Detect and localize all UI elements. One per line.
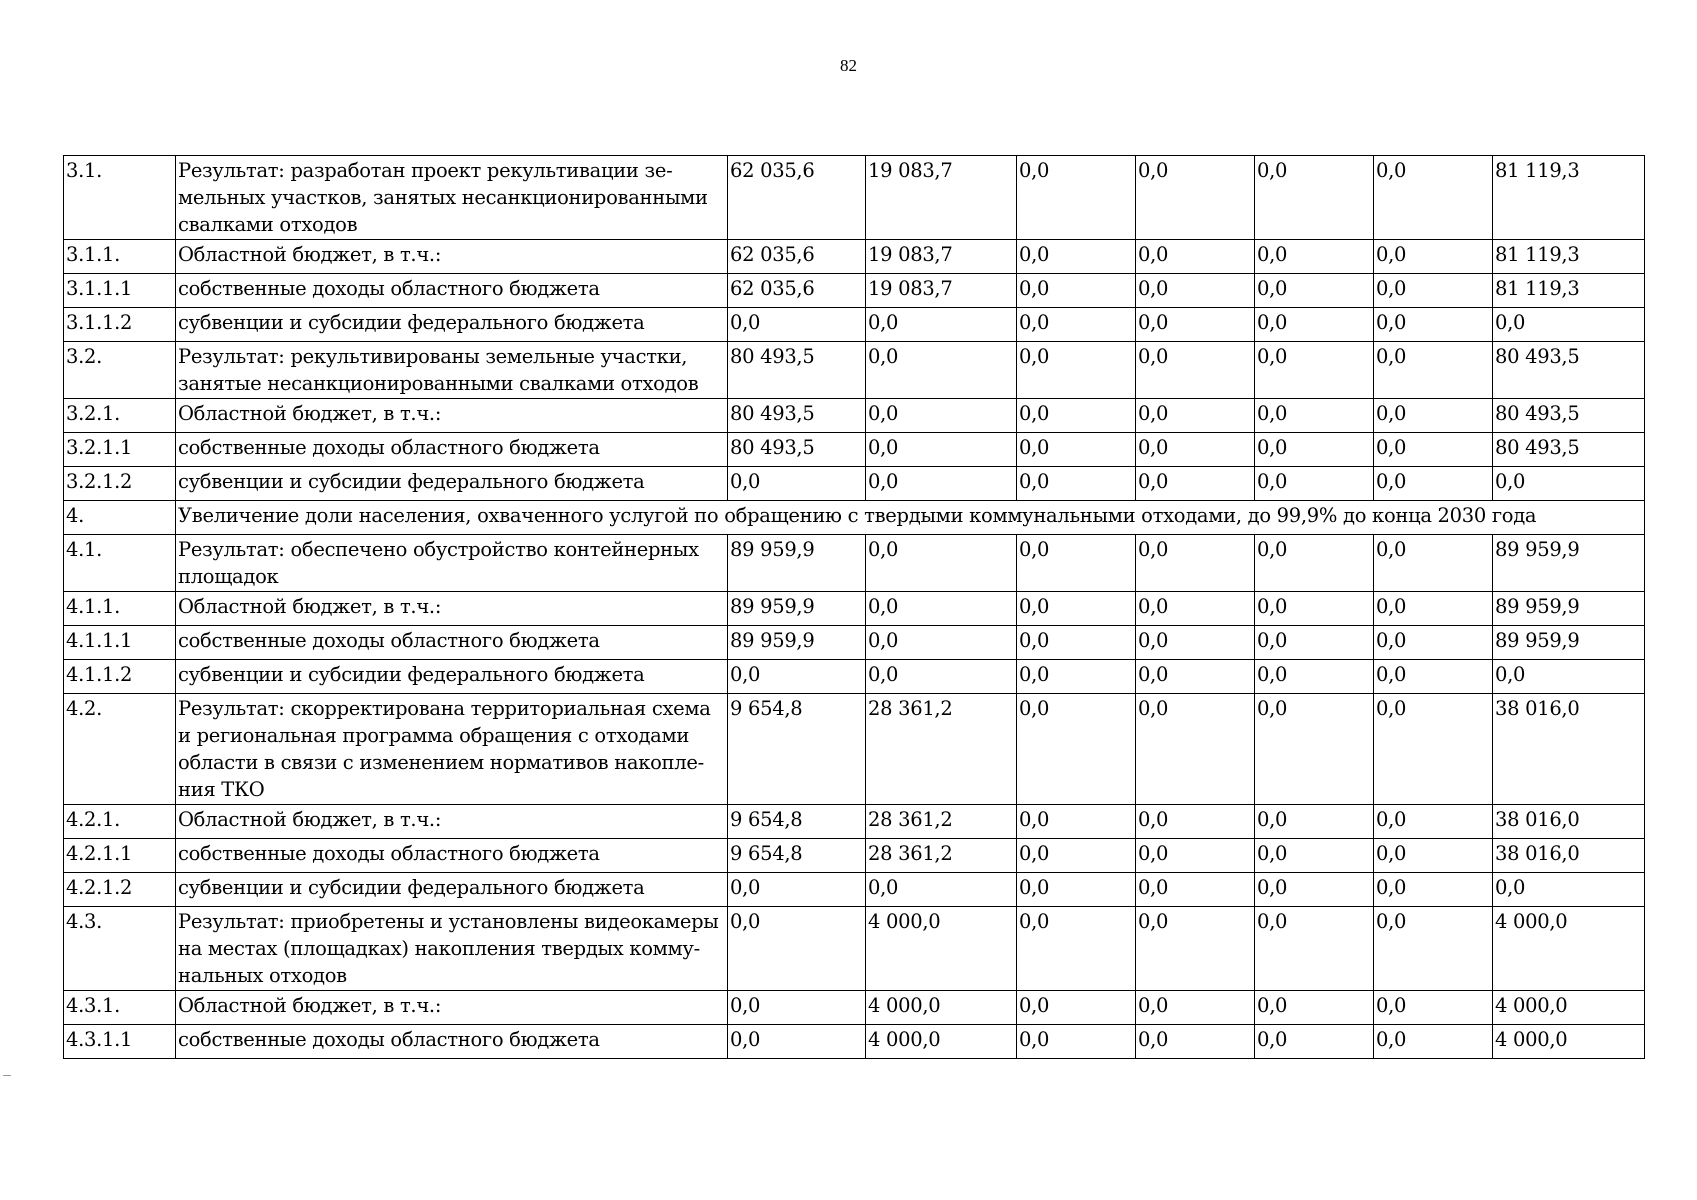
table-row <box>64 592 1645 626</box>
row-value: 0,0 <box>1017 156 1136 240</box>
row-value: 0,0 <box>1136 907 1255 991</box>
row-value: 0,0 <box>728 308 866 342</box>
row-value: 0,0 <box>1136 873 1255 907</box>
row-total: 38 016,0 <box>1493 805 1645 839</box>
row-value: 9 654,8 <box>728 694 866 805</box>
row-total: 81 119,3 <box>1493 156 1645 240</box>
row-value: 0,0 <box>1017 626 1136 660</box>
row-value: 0,0 <box>728 660 866 694</box>
row-code: 3.1. <box>64 156 176 240</box>
row-value: 0,0 <box>1017 839 1136 873</box>
table-row <box>64 342 1645 399</box>
row-value: 0,0 <box>1136 839 1255 873</box>
row-value: 0,0 <box>1255 156 1374 240</box>
row-value: 0,0 <box>1374 535 1493 592</box>
row-value: 0,0 <box>1255 694 1374 805</box>
row-code: 4.1. <box>64 535 176 592</box>
row-value: 0,0 <box>1136 991 1255 1025</box>
row-value: 0,0 <box>1017 240 1136 274</box>
row-value: 89 959,9 <box>728 535 866 592</box>
row-value: 0,0 <box>1136 535 1255 592</box>
row-total: 81 119,3 <box>1493 240 1645 274</box>
row-total: 80 493,5 <box>1493 342 1645 399</box>
row-value: 0,0 <box>1374 873 1493 907</box>
row-total: 89 959,9 <box>1493 535 1645 592</box>
row-value: 0,0 <box>1374 308 1493 342</box>
row-value: 0,0 <box>1017 660 1136 694</box>
row-total: 0,0 <box>1493 467 1645 501</box>
row-value: 0,0 <box>1374 991 1493 1025</box>
row-value: 0,0 <box>1017 274 1136 308</box>
row-value: 0,0 <box>1017 433 1136 467</box>
page-number: 82 <box>840 56 857 75</box>
row-name: Результат: рекультивированы земельные участки, занятые несанкционированными свалками отходов <box>176 342 728 399</box>
row-name: субвенции и субсидии федерального бюджета <box>176 467 728 501</box>
row-value: 0,0 <box>728 1025 866 1059</box>
row-value: 0,0 <box>1374 467 1493 501</box>
row-value: 0,0 <box>1374 342 1493 399</box>
row-value: 0,0 <box>1374 274 1493 308</box>
row-code: 3.2.1. <box>64 399 176 433</box>
row-value: 0,0 <box>1017 342 1136 399</box>
row-value: 0,0 <box>1255 399 1374 433</box>
row-code: 3.1.1.1 <box>64 274 176 308</box>
table-row <box>64 501 1645 535</box>
row-value: 0,0 <box>866 873 1017 907</box>
row-value: 0,0 <box>1136 1025 1255 1059</box>
row-code: 4.1.1.1 <box>64 626 176 660</box>
row-total: 38 016,0 <box>1493 694 1645 805</box>
row-value: 0,0 <box>728 873 866 907</box>
row-value: 0,0 <box>1017 805 1136 839</box>
row-value: 0,0 <box>1017 907 1136 991</box>
row-name: Областной бюджет, в т.ч.: <box>176 592 728 626</box>
row-code: 4.2. <box>64 694 176 805</box>
row-value: 0,0 <box>1017 308 1136 342</box>
row-value: 62 035,6 <box>728 156 866 240</box>
row-code: 4.2.1.2 <box>64 873 176 907</box>
row-code: 4.3. <box>64 907 176 991</box>
row-value: 28 361,2 <box>866 839 1017 873</box>
row-name: собственные доходы областного бюджета <box>176 839 728 873</box>
row-value: 0,0 <box>1255 907 1374 991</box>
row-name: Областной бюджет, в т.ч.: <box>176 805 728 839</box>
row-value: 0,0 <box>866 399 1017 433</box>
row-total: 0,0 <box>1493 660 1645 694</box>
row-value: 0,0 <box>1136 156 1255 240</box>
row-total: 4 000,0 <box>1493 907 1645 991</box>
row-value: 62 035,6 <box>728 240 866 274</box>
row-value: 0,0 <box>1374 626 1493 660</box>
row-value: 62 035,6 <box>728 274 866 308</box>
row-value: 0,0 <box>1136 805 1255 839</box>
row-value: 89 959,9 <box>728 592 866 626</box>
row-value: 0,0 <box>1255 839 1374 873</box>
row-value: 4 000,0 <box>866 1025 1017 1059</box>
row-value: 4 000,0 <box>866 907 1017 991</box>
row-total: 0,0 <box>1493 308 1645 342</box>
table-row <box>64 399 1645 433</box>
row-name: Результат: приобретены и установлены видеокамеры на местах (площадках) накопления твердых комму-нальных отходов <box>176 907 728 991</box>
row-value: 0,0 <box>1255 535 1374 592</box>
row-value: 9 654,8 <box>728 839 866 873</box>
row-code: 3.1.1.2 <box>64 308 176 342</box>
row-value: 0,0 <box>1255 467 1374 501</box>
table-row <box>64 156 1645 240</box>
row-code: 4.3.1. <box>64 991 176 1025</box>
row-value: 4 000,0 <box>866 991 1017 1025</box>
row-value: 0,0 <box>1017 467 1136 501</box>
table-row <box>64 805 1645 839</box>
row-value: 0,0 <box>1255 433 1374 467</box>
row-value: 0,0 <box>1255 873 1374 907</box>
table-row <box>64 274 1645 308</box>
table-row <box>64 467 1645 501</box>
row-name: Результат: скорректирована территориальная схема и региональная программа обращения с отходами области в связи с изменением нормативов накопле-ния ТКО <box>176 694 728 805</box>
row-value: 0,0 <box>866 308 1017 342</box>
row-value: 0,0 <box>728 991 866 1025</box>
row-name: собственные доходы областного бюджета <box>176 433 728 467</box>
row-value: 0,0 <box>1374 592 1493 626</box>
row-code: 4. <box>64 501 176 535</box>
row-name: субвенции и субсидии федерального бюджета <box>176 308 728 342</box>
row-value: 0,0 <box>1136 399 1255 433</box>
row-value: 89 959,9 <box>728 626 866 660</box>
row-value: 0,0 <box>1255 991 1374 1025</box>
row-code: 3.2.1.2 <box>64 467 176 501</box>
row-value: 0,0 <box>1017 1025 1136 1059</box>
row-value: 80 493,5 <box>728 433 866 467</box>
row-value: 0,0 <box>1374 240 1493 274</box>
row-total: 80 493,5 <box>1493 433 1645 467</box>
row-total: 80 493,5 <box>1493 399 1645 433</box>
row-name: Результат: обеспечено обустройство контейнерных площадок <box>176 535 728 592</box>
row-value: 19 083,7 <box>866 274 1017 308</box>
table-row <box>64 839 1645 873</box>
row-value: 0,0 <box>1374 433 1493 467</box>
row-total: 89 959,9 <box>1493 592 1645 626</box>
row-value: 0,0 <box>728 467 866 501</box>
row-value: 0,0 <box>866 342 1017 399</box>
row-value: 0,0 <box>1136 274 1255 308</box>
row-value: 0,0 <box>1136 342 1255 399</box>
table-row <box>64 907 1645 991</box>
row-total: 38 016,0 <box>1493 839 1645 873</box>
table-body <box>64 156 1645 1059</box>
row-value: 0,0 <box>866 660 1017 694</box>
row-value: 0,0 <box>866 535 1017 592</box>
row-code: 4.2.1.1 <box>64 839 176 873</box>
budget-table <box>63 155 1645 1059</box>
row-value: 0,0 <box>1255 592 1374 626</box>
row-value: 0,0 <box>1374 1025 1493 1059</box>
row-name: субвенции и субсидии федерального бюджета <box>176 873 728 907</box>
row-value: 0,0 <box>1136 308 1255 342</box>
row-value: 0,0 <box>1136 433 1255 467</box>
row-value: 28 361,2 <box>866 805 1017 839</box>
row-code: 4.1.1.2 <box>64 660 176 694</box>
row-value: 0,0 <box>1255 274 1374 308</box>
table-row <box>64 535 1645 592</box>
row-name: Результат: разработан проект рекультивации зе-мельных участков, занятых несанкционированными свалками отходов <box>176 156 728 240</box>
table-row <box>64 694 1645 805</box>
row-value: 0,0 <box>866 592 1017 626</box>
table-row <box>64 873 1645 907</box>
table-row <box>64 991 1645 1025</box>
row-total: 81 119,3 <box>1493 274 1645 308</box>
table-row <box>64 240 1645 274</box>
row-value: 28 361,2 <box>866 694 1017 805</box>
row-value: 0,0 <box>1136 467 1255 501</box>
row-value: 0,0 <box>1136 660 1255 694</box>
row-value: 0,0 <box>1255 805 1374 839</box>
row-code: 3.1.1. <box>64 240 176 274</box>
row-name: субвенции и субсидии федерального бюджета <box>176 660 728 694</box>
row-total: 4 000,0 <box>1493 1025 1645 1059</box>
scan-mark <box>3 1075 11 1076</box>
row-value: 0,0 <box>1374 660 1493 694</box>
row-value: 19 083,7 <box>866 240 1017 274</box>
row-value: 0,0 <box>728 907 866 991</box>
row-name: Областной бюджет, в т.ч.: <box>176 991 728 1025</box>
row-value: 80 493,5 <box>728 342 866 399</box>
row-total: 4 000,0 <box>1493 991 1645 1025</box>
row-value: 0,0 <box>1374 694 1493 805</box>
row-value: 0,0 <box>1255 240 1374 274</box>
table-row <box>64 1025 1645 1059</box>
row-value: 0,0 <box>1374 805 1493 839</box>
row-name: собственные доходы областного бюджета <box>176 1025 728 1059</box>
row-value: 9 654,8 <box>728 805 866 839</box>
row-code: 4.1.1. <box>64 592 176 626</box>
row-code: 4.3.1.1 <box>64 1025 176 1059</box>
row-value: 0,0 <box>866 467 1017 501</box>
row-value: 0,0 <box>1255 308 1374 342</box>
table-row <box>64 660 1645 694</box>
row-value: 0,0 <box>1017 592 1136 626</box>
row-value: 0,0 <box>1136 694 1255 805</box>
row-total: 0,0 <box>1493 873 1645 907</box>
row-value: 0,0 <box>1255 1025 1374 1059</box>
row-value: 0,0 <box>1017 399 1136 433</box>
row-code: 3.2. <box>64 342 176 399</box>
row-value: 0,0 <box>1017 535 1136 592</box>
row-value: 0,0 <box>1374 839 1493 873</box>
row-value: 0,0 <box>1255 342 1374 399</box>
row-value: 0,0 <box>866 433 1017 467</box>
row-value: 0,0 <box>1255 660 1374 694</box>
row-value: 0,0 <box>1255 626 1374 660</box>
row-value: 0,0 <box>1017 873 1136 907</box>
row-value: 19 083,7 <box>866 156 1017 240</box>
row-value: 0,0 <box>866 626 1017 660</box>
table-row <box>64 308 1645 342</box>
row-value: 0,0 <box>1136 240 1255 274</box>
row-value: 0,0 <box>1136 626 1255 660</box>
table-row <box>64 433 1645 467</box>
section-heading: Увеличение доли населения, охваченного услугой по обращению с твердыми коммунальными отходами, до 99,9% до конца 2030 года <box>176 501 1645 535</box>
row-name: Областной бюджет, в т.ч.: <box>176 240 728 274</box>
table-row <box>64 626 1645 660</box>
row-value: 0,0 <box>1374 156 1493 240</box>
row-value: 0,0 <box>1017 991 1136 1025</box>
row-name: собственные доходы областного бюджета <box>176 274 728 308</box>
row-value: 0,0 <box>1374 399 1493 433</box>
row-code: 3.2.1.1 <box>64 433 176 467</box>
row-value: 0,0 <box>1136 592 1255 626</box>
row-value: 80 493,5 <box>728 399 866 433</box>
row-name: собственные доходы областного бюджета <box>176 626 728 660</box>
row-value: 0,0 <box>1017 694 1136 805</box>
row-code: 4.2.1. <box>64 805 176 839</box>
row-name: Областной бюджет, в т.ч.: <box>176 399 728 433</box>
row-total: 89 959,9 <box>1493 626 1645 660</box>
row-value: 0,0 <box>1374 907 1493 991</box>
